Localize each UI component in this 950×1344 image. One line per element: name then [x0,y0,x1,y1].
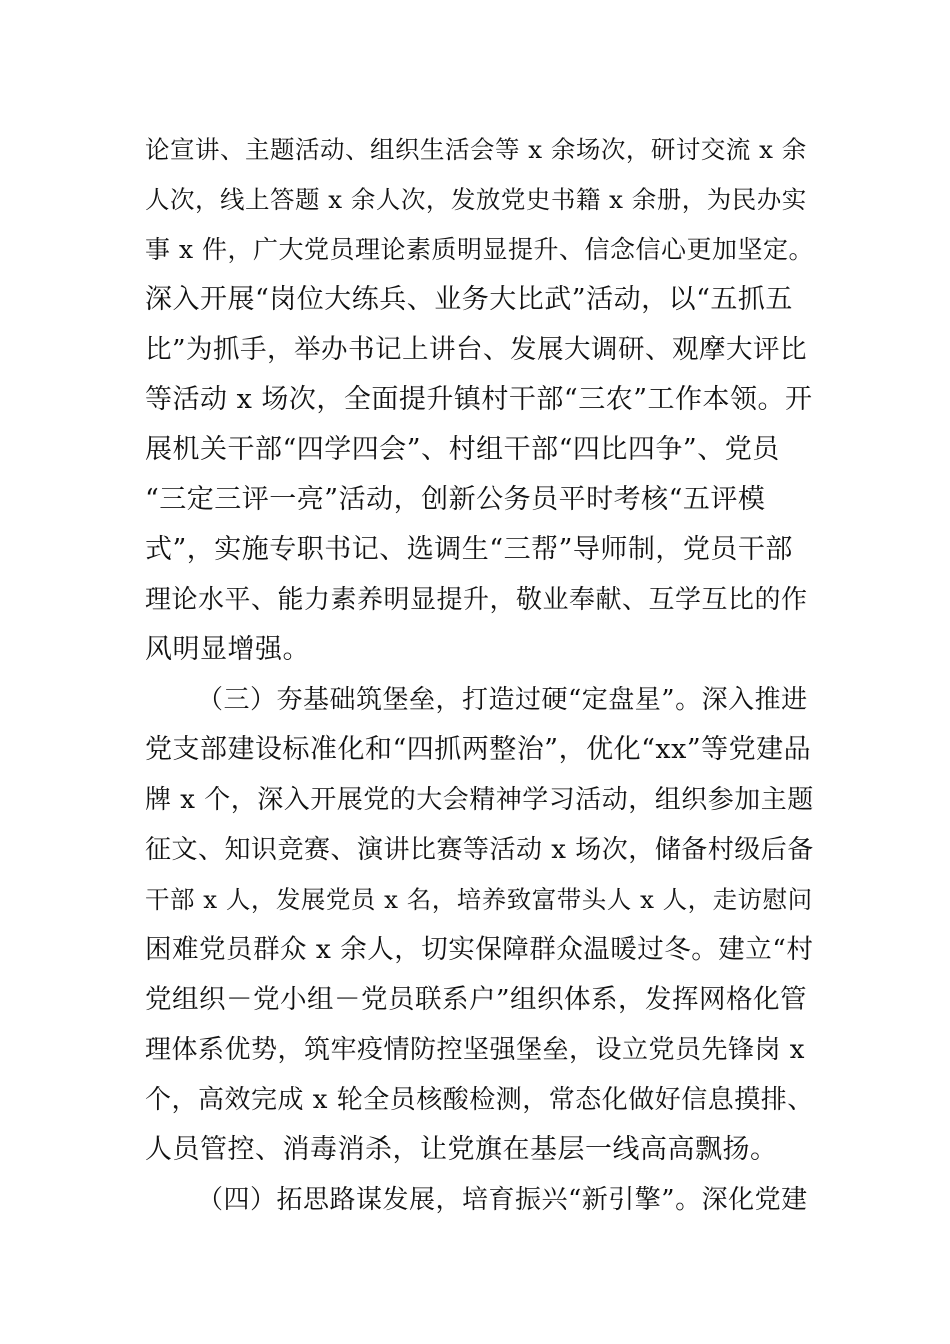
text-line: 个，高效完成 x 轮全员核酸检测，常态化做好信息摸排、 [145,1085,814,1115]
section-heading-line: （四）拓思路谋发展，培育振兴“新引擎”。深化党建 [197,1185,808,1215]
section-heading-line: （三）夯基础筑堡垒，打造过硬“定盘星”。深入推进 [197,685,808,715]
text-line: 党组织－党小组－党员联系户”组织体系，发挥网格化管 [145,984,808,1015]
text-line: 论宣讲、主题活动、组织生活会等 x 余场次，研讨交流 x 余 [145,135,807,164]
text-line: 征文、知识竞赛、演讲比赛等活动 x 场次，储备村级后备 [145,835,814,865]
text-line: 事 x 件，广大党员理论素质明显提升、信念信心更加坚定。 [145,235,814,264]
text-line: 理论水平、能力素养明显提升，敬业奉献、互学互比的作 [145,585,808,615]
text-line: 等活动 x 场次，全面提升镇村干部“三农”工作本领。开 [145,384,813,415]
text-line: 困难党员群众 x 余人，切实保障群众温暖过冬。建立“村 [145,934,814,965]
text-line: 牌 x 个，深入开展党的大会精神学习活动，组织参加主题 [145,785,814,815]
text-line: 人员管控、消毒消杀，让党旗在基层一线高高飘扬。 [145,1134,778,1165]
text-line: 风明显增强。 [145,634,310,665]
text-line: 人次，线上答题 x 余人次，发放党史书籍 x 余册，为民办实 [145,185,807,214]
text-line: 式”，实施专职书记、选调生“三帮”导师制，党员干部 [145,534,793,565]
text-line: “三定三评一亮”活动，创新公务员平时考核“五评模 [145,484,766,515]
text-line: 展机关干部“四学四会”、村组干部“四比四争”、党员 [145,434,780,465]
text-line: 干部 x 人，发展党员 x 名，培养致富带头人 x 人，走访慰问 [145,885,813,914]
text-line: 深入开展“岗位大练兵、业务大比武”活动，以“五抓五 [145,284,793,315]
text-line: 理体系优势，筑牢疫情防控坚强堡垒，设立党员先锋岗 x [145,1035,805,1065]
text-line: 党支部建设标准化和“四抓两整治”，优化“xx”等党建品 [145,734,812,765]
text-line: 比”为抓手，举办书记上讲台、发展大调研、观摩大评比 [145,334,808,365]
